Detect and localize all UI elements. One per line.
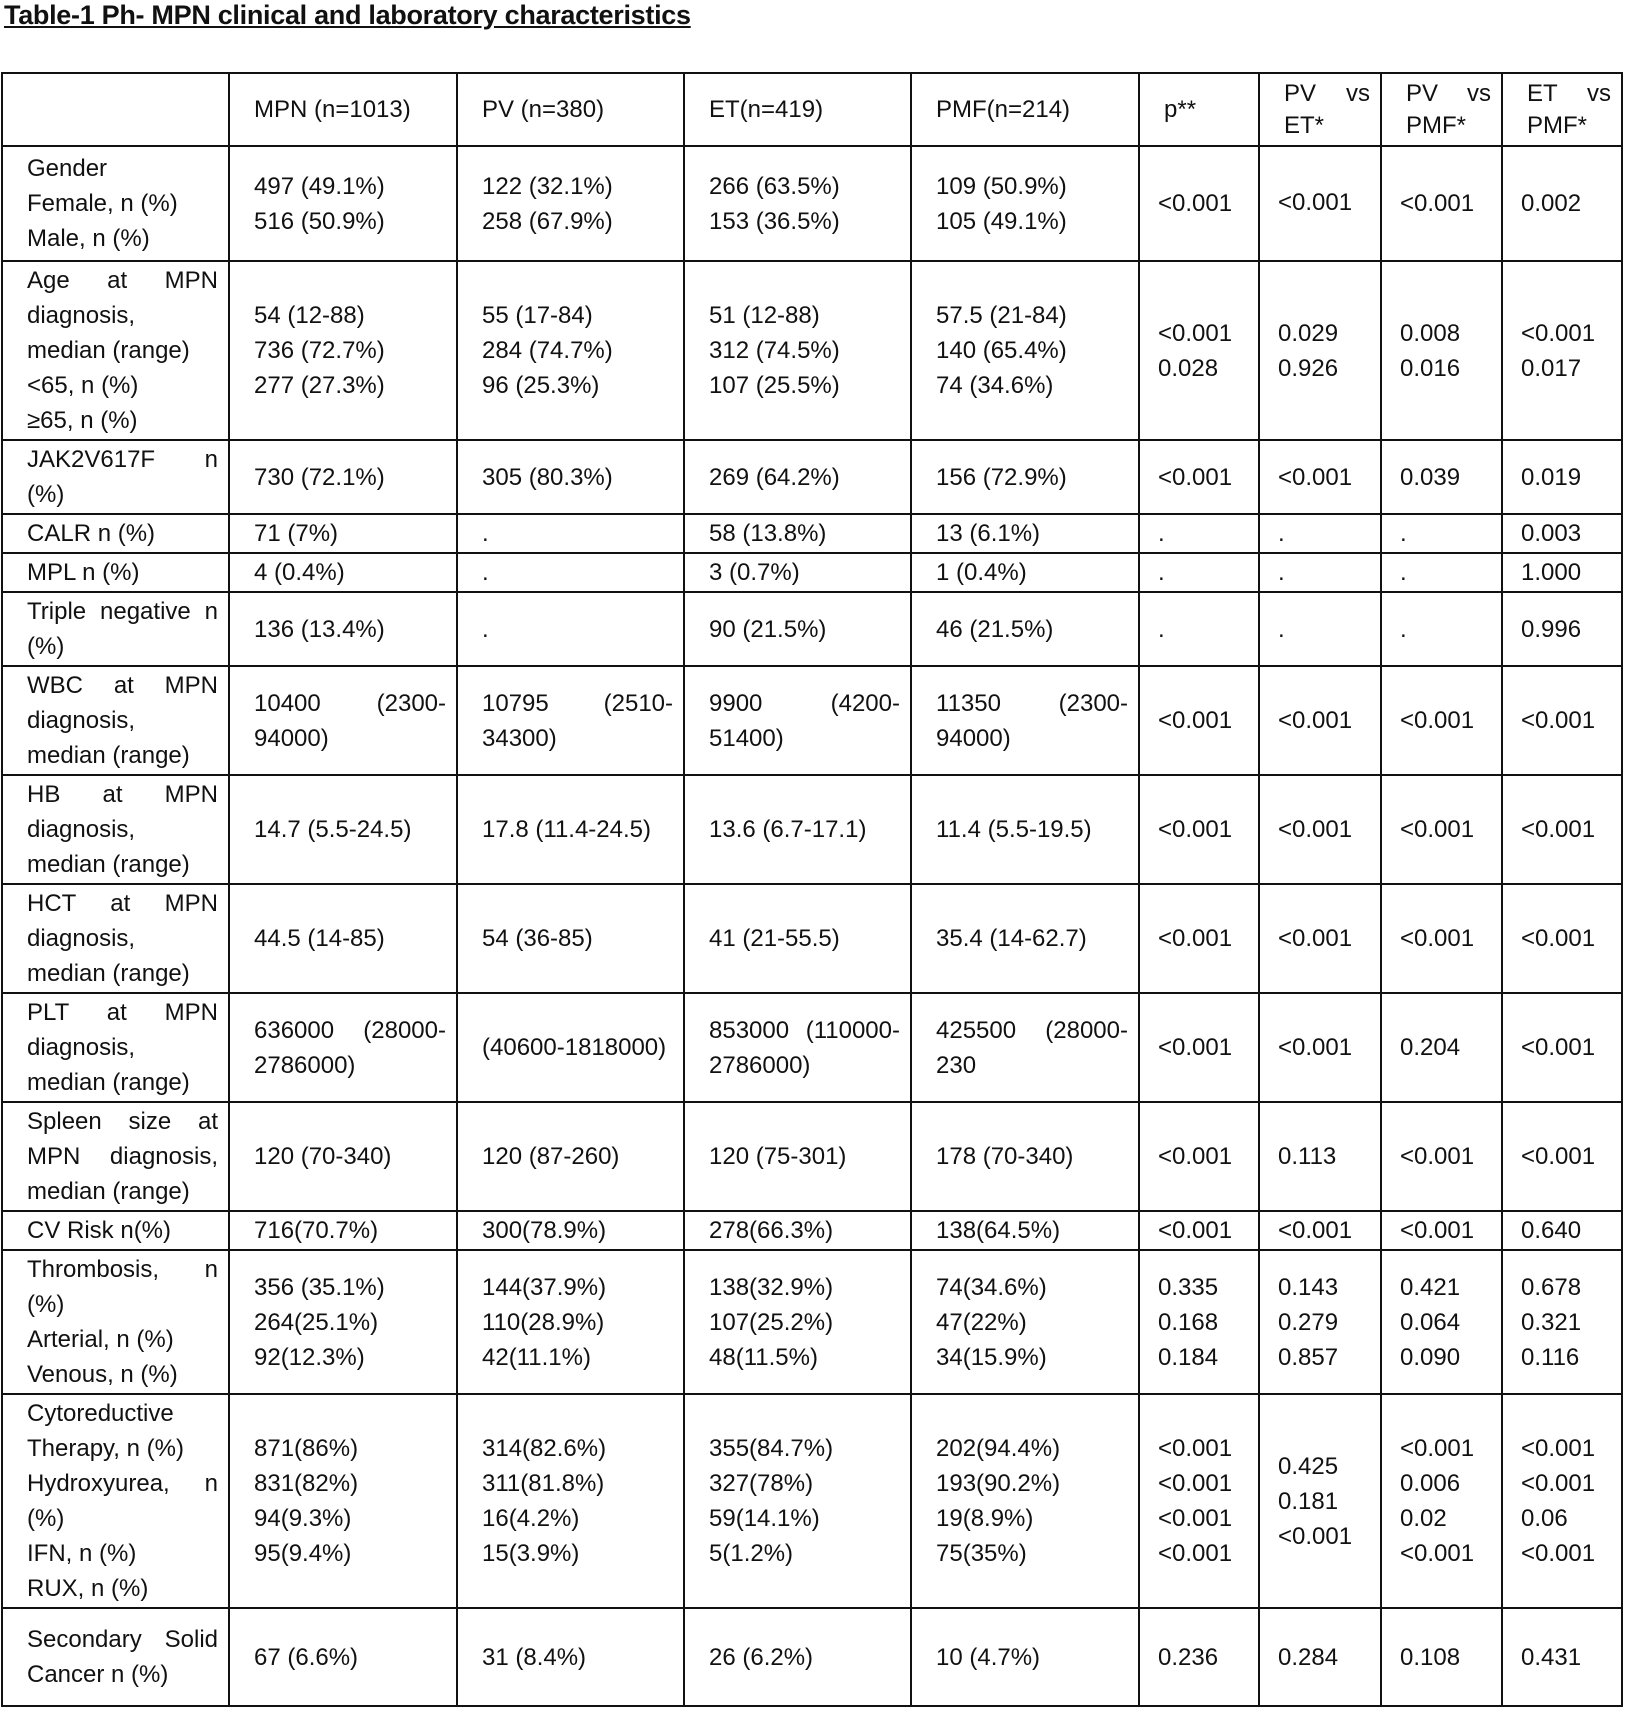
- table-cell: .: [457, 514, 684, 553]
- table-cell: 13 (6.1%): [911, 514, 1139, 553]
- table-cell: .: [1381, 592, 1502, 666]
- table-cell: 9900 (4200-51400): [684, 666, 911, 775]
- table-cell: 202(94.4%) 193(90.2%) 19(8.9%) 75(35%): [911, 1394, 1139, 1608]
- table-cell: 300(78.9%): [457, 1211, 684, 1250]
- table-cell: 0.421 0.064 0.090: [1381, 1250, 1502, 1394]
- table-row: [2, 553, 1622, 592]
- table-cell: 90 (21.5%): [684, 592, 911, 666]
- table-cell: .: [1259, 514, 1381, 553]
- table-cell: <0.001: [1139, 993, 1259, 1102]
- table-cell: <0.001: [1259, 993, 1381, 1102]
- table-cell: <0.001: [1381, 1211, 1502, 1250]
- table-cell: 35.4 (14-62.7): [911, 884, 1139, 993]
- table-cell: 11.4 (5.5-19.5): [911, 775, 1139, 884]
- table-cell: <0.001: [1502, 666, 1622, 775]
- table-cell: 109 (50.9%) 105 (49.1%): [911, 146, 1139, 261]
- table-cell: .: [1381, 514, 1502, 553]
- table-cell: <0.001: [1139, 1211, 1259, 1250]
- table-cell: 13.6 (6.7-17.1): [684, 775, 911, 884]
- table-cell: <0.001 <0.001 0.06 <0.001: [1502, 1394, 1622, 1608]
- table-cell: 31 (8.4%): [457, 1608, 684, 1706]
- table-cell: 3 (0.7%): [684, 553, 911, 592]
- row-label: Age at MPN diagnosis, median (range) <65, n (%) ≥65, n (%): [2, 261, 229, 440]
- table-row: [2, 775, 1622, 884]
- table-cell: 44.5 (14-85): [229, 884, 457, 993]
- table-row: [2, 514, 1622, 553]
- table-cell: 74(34.6%) 47(22%) 34(15.9%): [911, 1250, 1139, 1394]
- table-cell: <0.001 0.006 0.02 <0.001: [1381, 1394, 1502, 1608]
- table-cell: <0.001: [1139, 884, 1259, 993]
- table-row: [2, 993, 1622, 1102]
- table-cell: (40600-1818000): [457, 993, 684, 1102]
- table-cell: 122 (32.1%) 258 (67.9%): [457, 146, 684, 261]
- table-cell: <0.001: [1259, 440, 1381, 514]
- table-cell: 57.5 (21-84) 140 (65.4%) 74 (34.6%): [911, 261, 1139, 440]
- table-cell: .: [1381, 553, 1502, 592]
- row-label: HCT at MPN diagnosis, median (range): [2, 884, 229, 993]
- table-cell: 0.113: [1259, 1102, 1381, 1211]
- table-cell: 10 (4.7%): [911, 1608, 1139, 1706]
- table-cell: .: [1139, 514, 1259, 553]
- table-cell: 636000 (28000-2786000): [229, 993, 457, 1102]
- table-cell: 17.8 (11.4-24.5): [457, 775, 684, 884]
- table-row: [2, 884, 1622, 993]
- table-cell: 0.008 0.016: [1381, 261, 1502, 440]
- table-cell: 266 (63.5%) 153 (36.5%): [684, 146, 911, 261]
- table-cell: .: [1139, 553, 1259, 592]
- table-cell: 120 (70-340): [229, 1102, 457, 1211]
- table-row: [2, 261, 1622, 440]
- table-cell: <0.001: [1259, 775, 1381, 884]
- table-cell: <0.001 <0.001 <0.001 <0.001: [1139, 1394, 1259, 1608]
- row-label: Triple negative n (%): [2, 592, 229, 666]
- table-cell: <0.001: [1139, 1102, 1259, 1211]
- table-cell: 58 (13.8%): [684, 514, 911, 553]
- table-cell: <0.001: [1502, 1102, 1622, 1211]
- table-cell: 497 (49.1%) 516 (50.9%): [229, 146, 457, 261]
- table-cell: 0.425 0.181 <0.001: [1259, 1394, 1381, 1608]
- table-cell: 46 (21.5%): [911, 592, 1139, 666]
- table-row: [2, 440, 1622, 514]
- row-label: CV Risk n(%): [2, 1211, 229, 1250]
- table-cell: 136 (13.4%): [229, 592, 457, 666]
- table-cell: <0.001: [1259, 666, 1381, 775]
- table-cell: .: [1259, 592, 1381, 666]
- table-cell: 0.996: [1502, 592, 1622, 666]
- table-cell: <0.001: [1139, 440, 1259, 514]
- table-cell: 0.204: [1381, 993, 1502, 1102]
- table-cell: 730 (72.1%): [229, 440, 457, 514]
- table-cell: 10795 (2510-34300): [457, 666, 684, 775]
- table-cell: 305 (80.3%): [457, 440, 684, 514]
- table-cell: 0.003: [1502, 514, 1622, 553]
- table-cell: 0.108: [1381, 1608, 1502, 1706]
- table-body: [2, 146, 1622, 1706]
- table-cell: <0.001: [1139, 146, 1259, 261]
- table-cell: 0.431: [1502, 1608, 1622, 1706]
- table-row: [2, 1250, 1622, 1394]
- table-cell: <0.001: [1139, 775, 1259, 884]
- table-row: [2, 666, 1622, 775]
- table-row: [2, 1102, 1622, 1211]
- table-row: [2, 146, 1622, 261]
- table-cell: 1.000: [1502, 553, 1622, 592]
- table-cell: 71 (7%): [229, 514, 457, 553]
- table-cell: <0.001: [1259, 884, 1381, 993]
- table-cell: 26 (6.2%): [684, 1608, 911, 1706]
- table-cell: <0.001: [1502, 884, 1622, 993]
- table-row: [2, 1211, 1622, 1250]
- table-row: [2, 1394, 1622, 1608]
- header-cell: ET(n=419): [684, 73, 911, 146]
- table-cell: 853000 (110000-2786000): [684, 993, 911, 1102]
- row-label: CALR n (%): [2, 514, 229, 553]
- header-cell: MPN (n=1013): [229, 73, 457, 146]
- header-cell: PV (n=380): [457, 73, 684, 146]
- table-cell: 4 (0.4%): [229, 553, 457, 592]
- table-cell: <0.001: [1381, 1102, 1502, 1211]
- table-cell: 0.002: [1502, 146, 1622, 261]
- table-cell: 55 (17-84) 284 (74.7%) 96 (25.3%): [457, 261, 684, 440]
- table-cell: 716(70.7%): [229, 1211, 457, 1250]
- row-label: WBC at MPN diagnosis, median (range): [2, 666, 229, 775]
- table-cell: 144(37.9%) 110(28.9%) 42(11.1%): [457, 1250, 684, 1394]
- table-cell: 1 (0.4%): [911, 553, 1139, 592]
- table-cell: <0.001: [1502, 993, 1622, 1102]
- table-cell: 355(84.7%) 327(78%) 59(14.1%) 5(1.2%): [684, 1394, 911, 1608]
- row-label: MPL n (%): [2, 553, 229, 592]
- row-label: Thrombosis, n (%) Arterial, n (%) Venous, n (%): [2, 1250, 229, 1394]
- table-cell: <0.001 0.017: [1502, 261, 1622, 440]
- table-cell: 67 (6.6%): [229, 1608, 457, 1706]
- table-cell: 54 (36-85): [457, 884, 684, 993]
- table-cell: <0.001 0.028: [1139, 261, 1259, 440]
- row-label: JAK2V617F n (%): [2, 440, 229, 514]
- table-cell: 0.029 0.926: [1259, 261, 1381, 440]
- header-cell: PMF(n=214): [911, 73, 1139, 146]
- table-cell: 178 (70-340): [911, 1102, 1139, 1211]
- table-cell: 14.7 (5.5-24.5): [229, 775, 457, 884]
- table-cell: 0.236: [1139, 1608, 1259, 1706]
- table-cell: 0.640: [1502, 1211, 1622, 1250]
- table-cell: 11350 (2300-94000): [911, 666, 1139, 775]
- table-cell: 41 (21-55.5): [684, 884, 911, 993]
- table-cell: 314(82.6%) 311(81.8%) 16(4.2%) 15(3.9%): [457, 1394, 684, 1608]
- table-cell: 0.335 0.168 0.184: [1139, 1250, 1259, 1394]
- header-cell: ET vs PMF*: [1502, 73, 1622, 146]
- row-label: Gender Female, n (%) Male, n (%): [2, 146, 229, 261]
- table-row: [2, 1608, 1622, 1706]
- table-cell: .: [1139, 592, 1259, 666]
- table-cell: <0.001: [1381, 775, 1502, 884]
- table-cell: .: [1259, 553, 1381, 592]
- characteristics-table: [1, 72, 1623, 1707]
- table-cell: 10400 (2300-94000): [229, 666, 457, 775]
- row-label: PLT at MPN diagnosis, median (range): [2, 993, 229, 1102]
- table-cell: 269 (64.2%): [684, 440, 911, 514]
- table-cell: 54 (12-88) 736 (72.7%) 277 (27.3%): [229, 261, 457, 440]
- header-cell: [2, 73, 229, 146]
- header-cell: p**: [1139, 73, 1259, 146]
- table-cell: 0.019: [1502, 440, 1622, 514]
- table-cell: 120 (75-301): [684, 1102, 911, 1211]
- table-row: [2, 592, 1622, 666]
- row-label: Secondary Solid Cancer n (%): [2, 1608, 229, 1706]
- table-cell: .: [457, 553, 684, 592]
- header-cell: PV vs ET*: [1259, 73, 1381, 146]
- header-row: [2, 73, 1622, 146]
- row-label: HB at MPN diagnosis, median (range): [2, 775, 229, 884]
- table-cell: 425500 (28000-230: [911, 993, 1139, 1102]
- table-cell: <0.001: [1259, 1211, 1381, 1250]
- table-cell: 0.039: [1381, 440, 1502, 514]
- table-cell: <0.001: [1259, 146, 1381, 261]
- table-cell: <0.001: [1502, 775, 1622, 884]
- table-cell: 871(86%) 831(82%) 94(9.3%) 95(9.4%): [229, 1394, 457, 1608]
- table-cell: <0.001: [1381, 146, 1502, 261]
- row-label: Cytoreductive Therapy, n (%) Hydroxyurea, n (%) IFN, n (%) RUX, n (%): [2, 1394, 229, 1608]
- table-cell: 0.678 0.321 0.116: [1502, 1250, 1622, 1394]
- table-cell: 356 (35.1%) 264(25.1%) 92(12.3%): [229, 1250, 457, 1394]
- table-cell: 138(64.5%): [911, 1211, 1139, 1250]
- table-title: Table-1 Ph- MPN clinical and laboratory characteristics: [4, 0, 691, 30]
- table-cell: <0.001: [1139, 666, 1259, 775]
- table-cell: 120 (87-260): [457, 1102, 684, 1211]
- table-cell: 278(66.3%): [684, 1211, 911, 1250]
- table-cell: 0.284: [1259, 1608, 1381, 1706]
- table-cell: <0.001: [1381, 666, 1502, 775]
- header-cell: PV vs PMF*: [1381, 73, 1502, 146]
- table-cell: 0.143 0.279 0.857: [1259, 1250, 1381, 1394]
- row-label: Spleen size at MPN diagnosis, median (range): [2, 1102, 229, 1211]
- table-cell: 51 (12-88) 312 (74.5%) 107 (25.5%): [684, 261, 911, 440]
- table-cell: <0.001: [1381, 884, 1502, 993]
- table-cell: .: [457, 592, 684, 666]
- table-cell: 156 (72.9%): [911, 440, 1139, 514]
- table-cell: 138(32.9%) 107(25.2%) 48(11.5%): [684, 1250, 911, 1394]
